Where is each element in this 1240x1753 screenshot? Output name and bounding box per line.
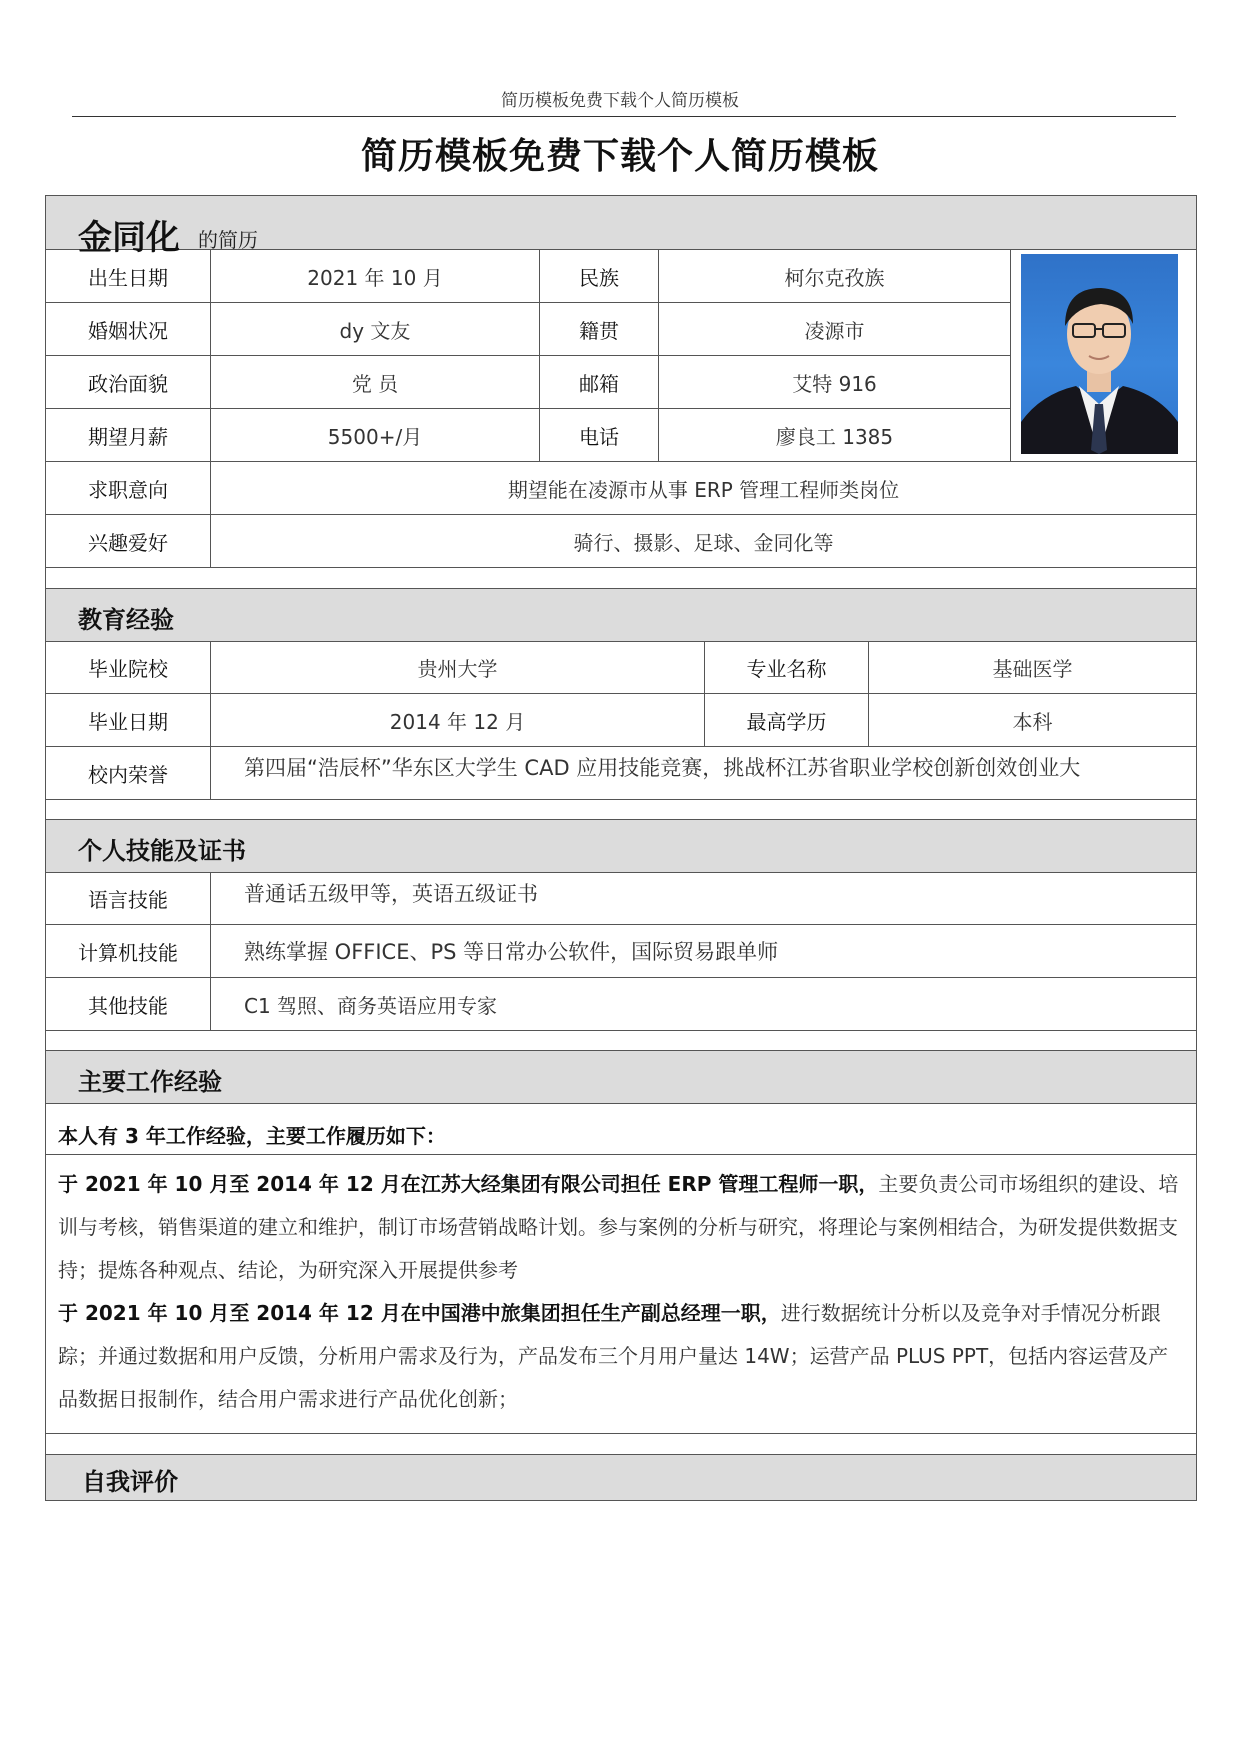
other-skill-label: 其他技能: [88, 993, 168, 1018]
phone-value: 廖良工 1385: [775, 424, 894, 449]
native-value: 凌源市: [804, 318, 865, 343]
computer-skill-label: 计算机技能: [78, 940, 178, 965]
candidate-name: 金同化: [78, 218, 180, 258]
degree-value: 本科: [1012, 709, 1053, 734]
work-detail: 主要负责公司市场组织的建设、培训与考核，销售渠道的建立和维护，制订市场营销战略计划。参与案例的分析与研究，将理论与案例相结合，为研发提供数据支持；提炼各种观点、结论，为研究深入开展提供参考: [58, 1172, 1179, 1282]
native-label: 籍贯: [579, 318, 619, 343]
political-label: 政治面貌: [88, 371, 168, 396]
work-headline: 于 2021 年 10 月至 2014 年 12 月在江苏大经集团有限公司担任 ERP 管理工程师一职，: [58, 1172, 879, 1196]
profile-photo: [1021, 254, 1178, 454]
phone-label: 电话: [579, 424, 619, 449]
running-header: 简历模板免费下载个人简历模板: [501, 91, 739, 111]
person-portrait-icon: [1021, 254, 1178, 454]
school-label: 毕业院校: [88, 657, 168, 681]
marital-value: dy 文友: [339, 318, 411, 343]
ethnic-label: 民族: [579, 265, 619, 290]
work-detail: 进行数据统计分析以及竞争对手情况分析跟踪；并通过数据和用户反馈，分析用户需求及行为，产品发布三个月用户量达 14W；运营产品 PLUS PPT，包括内容运营及产品数据日报制作，结合用户需求进行产品优化创新；: [58, 1301, 1169, 1411]
birth-label: 出生日期: [88, 265, 168, 290]
intent-value: 期望能在凌源市从事 ERP 管理工程师类岗位: [507, 477, 900, 502]
work-headline: 于 2021 年 10 月至 2014 年 12 月在中国港中旅集团担任生产副总经理一职，: [58, 1301, 781, 1325]
work-item: [58, 1292, 1188, 1421]
work-title: 主要工作经验: [78, 1068, 222, 1096]
other-skill-value: C1 驾照、商务英语应用专家: [244, 993, 498, 1018]
honor-value: 第四届“浩辰杯”华东区大学生 CAD 应用技能竞赛，挑战杯江苏省职业学校创新创效创业大: [244, 756, 1081, 780]
email-value: 艾特 916: [792, 371, 877, 396]
intent-label: 求职意向: [88, 477, 168, 502]
salary-label: 期望月薪: [88, 424, 168, 449]
salary-value: 5500+/月: [327, 424, 423, 449]
hobby-value: 骑行、摄影、足球、金同化等: [573, 530, 834, 555]
ethnic-value: 柯尔克孜族: [784, 265, 885, 290]
header-rule: [72, 116, 1176, 117]
major-value: 基础医学: [992, 657, 1073, 681]
school-value: 贵州大学: [417, 657, 498, 681]
political-value: 党 员: [351, 371, 399, 396]
language-skill-label: 语言技能: [88, 888, 168, 912]
birth-value: 2021 年 10 月: [307, 265, 443, 290]
work-item: [58, 1163, 1188, 1292]
grad-date-value: 2014 年 12 月: [389, 709, 526, 734]
name-suffix: 的简历: [198, 228, 258, 252]
major-label: 专业名称: [746, 657, 827, 681]
page-title: 简历模板免费下载个人简历模板: [360, 136, 879, 177]
marital-label: 婚姻状况: [88, 318, 168, 343]
self-eval-title: 自我评价: [82, 1468, 178, 1496]
work-intro: 本人有 3 年工作经验，主要工作履历如下：: [58, 1124, 446, 1148]
honor-label: 校内荣誉: [88, 762, 168, 787]
computer-skill-value: 熟练掌握 OFFICE、PS 等日常办公软件，国际贸易跟单师: [244, 940, 779, 964]
hobby-label: 兴趣爱好: [88, 530, 168, 555]
language-skill-value: 普通话五级甲等，英语五级证书: [244, 882, 538, 906]
email-label: 邮箱: [579, 371, 619, 396]
education-title: 教育经验: [78, 606, 174, 634]
degree-label: 最高学历: [746, 709, 827, 734]
skills-title: 个人技能及证书: [78, 837, 246, 865]
grad-date-label: 毕业日期: [88, 709, 168, 734]
